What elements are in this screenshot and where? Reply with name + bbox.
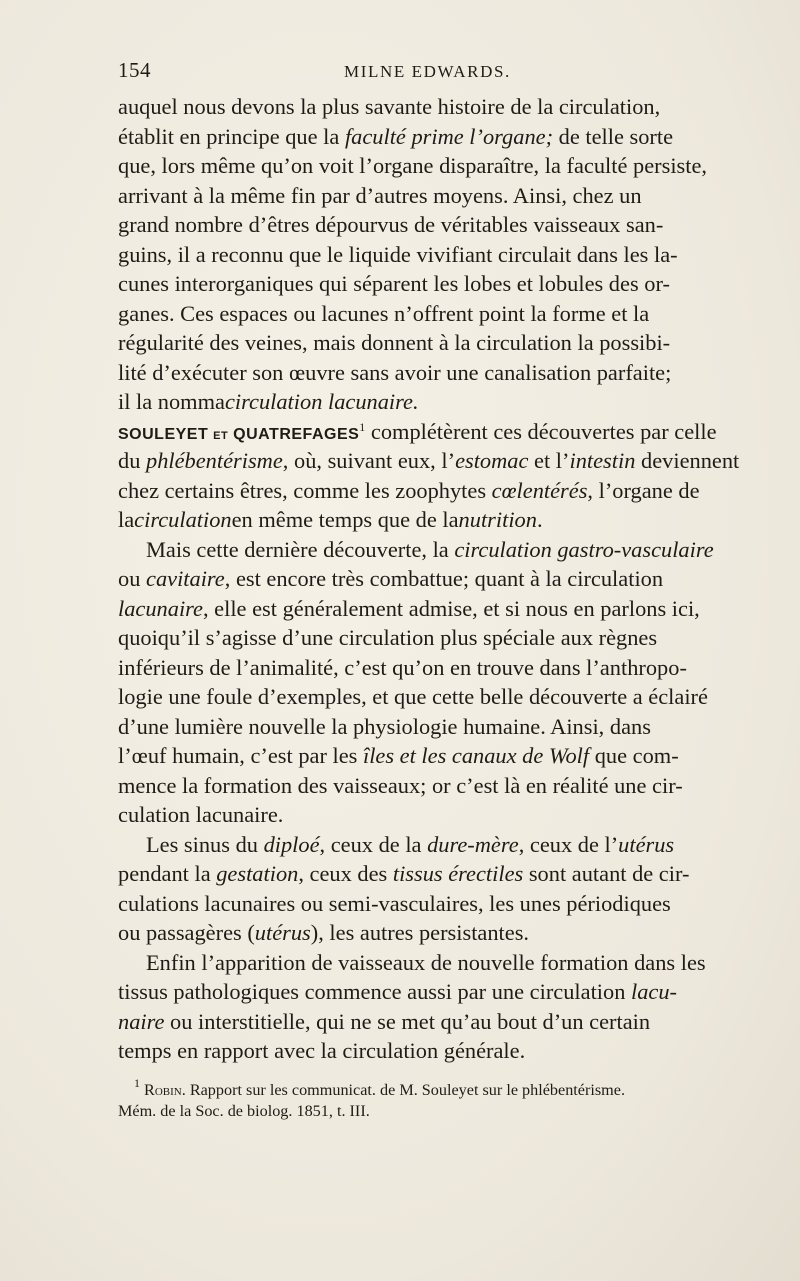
footnote — [118, 1076, 766, 1122]
text-line: logie une foule d’exemples, et que cette belle découverte a éclairé — [118, 684, 708, 709]
running-title: MILNE EDWARDS. — [344, 62, 511, 81]
text-line: il la nomma circulation lacunaire. — [118, 389, 419, 414]
text-line: culations lacunaires ou semi-vasculaires, les unes périodiques — [118, 890, 671, 916]
footnote-ref: 1 — [359, 419, 366, 434]
text-line: régularité des veines, mais donnent à la circulation la possibi- — [118, 330, 671, 355]
text-line: naire ou interstitielle, qui ne se met qu’au bout d’un certain — [118, 1008, 651, 1034]
author-names: SOULEYET et QUATREFAGES — [118, 425, 360, 443]
main-text — [118, 92, 766, 1066]
text-line: SOULEYET et QUATREFAGES$^1$ complétèrent ces découvertes par celle — [118, 418, 717, 444]
text-line: mence la formation des vaisseaux; or c’est là en réalité une cir- — [118, 772, 683, 798]
text-line: du phlébentérisme, où, suivant eux, l’estomac et l’intestin deviennent — [118, 448, 740, 473]
text-line: ou cavitaire, est encore très combattue; quant à la circulation — [118, 566, 664, 591]
text-line: pendant la gestation, ceux des tissus érectiles sont autant de cir- — [118, 861, 690, 886]
text-line: l’œuf humain, c’est par les îles et les canaux de Wolf que com- — [118, 743, 679, 768]
text-line: Les sinus du diploé, ceux de la dure-mère, ceux de l’utérus — [146, 831, 675, 857]
text-line: grand nombre d’êtres dépourvus de véritables vaisseaux san- — [118, 212, 664, 237]
text-line: inférieurs de l’animalité, c’est qu’on en trouve dans l’anthropo- — [118, 654, 687, 680]
text-line: établit en principe que la faculté prime l’organe; de telle sorte — [118, 123, 674, 149]
text-line: tissus pathologiques commence aussi par une circulation lacu- — [118, 979, 678, 1004]
text-line: arrivant à la même fin par d’autres moyens. Ainsi, chez un — [118, 182, 642, 208]
footnote-line: Mém. de la Soc. de biolog. 1851, t. III. — [118, 1102, 370, 1120]
footnote-marker: 1 — [134, 1076, 140, 1090]
page-number: 154 — [118, 58, 151, 82]
text-line: ganes. Ces espaces ou lacunes n’offrent point la forme et la — [118, 300, 650, 326]
text-line: ou passagères ( utérus ), les autres persistantes. — [118, 920, 530, 945]
text-line: la circulation en même temps que de la nutrition . — [118, 507, 543, 532]
text-line: chez certains êtres, comme les zoophytes cœlentérés, l’organe de — [118, 477, 700, 503]
page-header — [118, 58, 763, 88]
text-line: guins, il a reconnu que le liquide vivifiant circulait dans les la- — [118, 241, 678, 267]
text-line: Mais cette dernière découverte, la circulation gastro-vasculaire — [146, 536, 714, 562]
footnote-line: $^1$ Robin. Rapport sur les communicat. de M. Souleyet sur le phlébentérisme. — [134, 1076, 625, 1099]
text-line: cunes interorganiques qui séparent les lobes et lobules des or- — [118, 271, 670, 296]
text-line: d’une lumière nouvelle la physiologie humaine. Ainsi, dans — [118, 713, 651, 739]
text-line: culation lacunaire. — [118, 802, 284, 827]
text-line: lacunaire, elle est généralement admise, et si nous en parlons ici, — [118, 595, 700, 621]
text-line: quoiqu’il s’agisse d’une circulation plus spéciale aux règnes — [118, 625, 658, 650]
text-line: Enfin l’apparition de vaisseaux de nouvelle formation dans les — [146, 949, 706, 975]
text-line: auquel nous devons la plus savante histoire de la circulation, — [118, 94, 661, 119]
text-line: que, lors même qu’on voit l’organe disparaître, la faculté persiste, — [118, 153, 708, 178]
footnote-author: Robin. — [144, 1081, 186, 1099]
text-line: lité d’exécuter son œuvre sans avoir une canalisation parfaite; — [118, 359, 672, 385]
text-line: temps en rapport avec la circulation générale. — [118, 1038, 526, 1063]
